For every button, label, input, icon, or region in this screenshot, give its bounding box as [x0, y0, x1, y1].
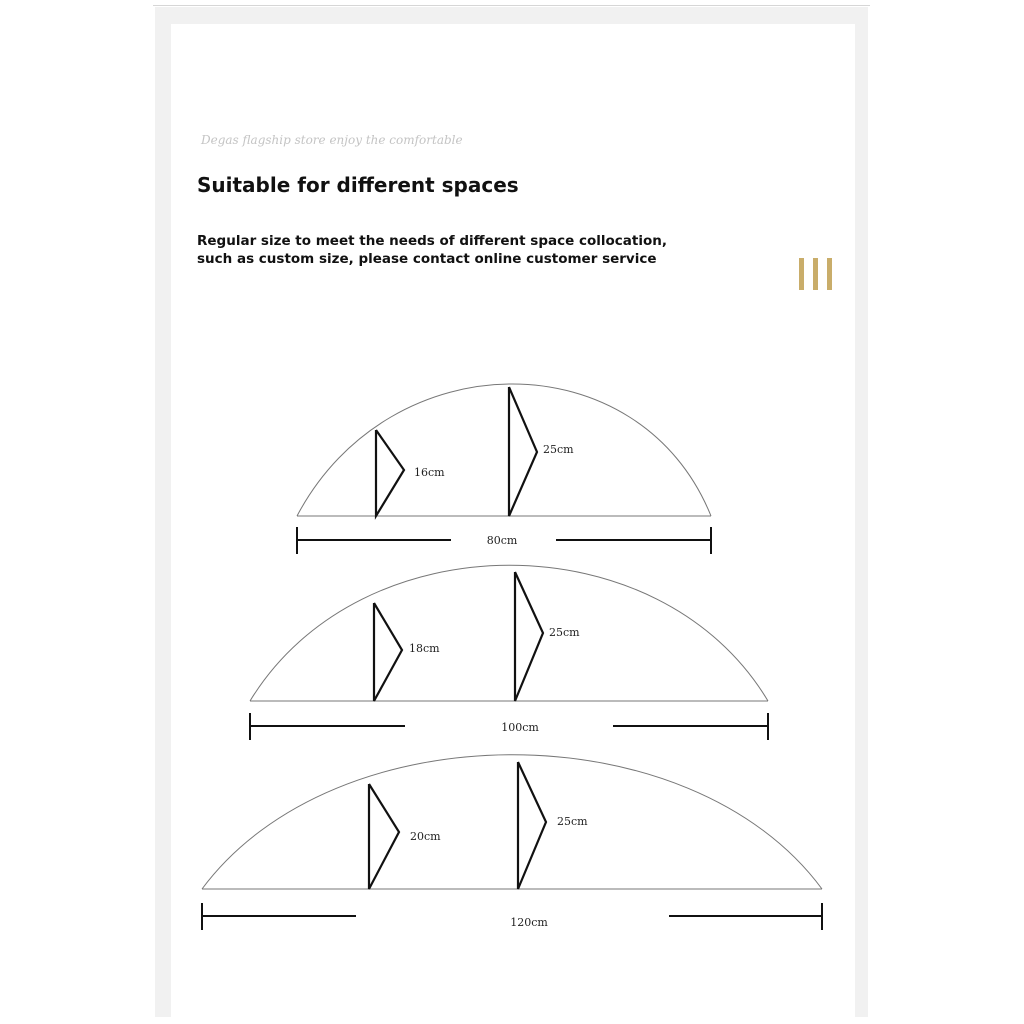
arc-outline: [297, 384, 711, 516]
center-depth-marker: [518, 762, 546, 889]
center-depth-marker: [509, 387, 537, 516]
diagram-100cm: [250, 565, 768, 740]
diagram-120cm: [202, 755, 822, 930]
small-depth-label: 20cm: [410, 830, 441, 843]
subtitle-line: Regular size to meet the needs of different space collocation,: [197, 233, 667, 249]
width-label: 120cm: [510, 916, 548, 929]
width-label: 100cm: [501, 721, 539, 734]
center-depth-marker: [515, 572, 543, 701]
small-depth-marker: [369, 784, 399, 889]
page-title: Suitable for different spaces: [197, 173, 519, 197]
center-depth-label: 25cm: [549, 626, 580, 639]
center-depth-label: 25cm: [543, 443, 574, 456]
subtitle-line: such as custom size, please contact online customer service: [197, 251, 657, 267]
arc-outline: [250, 565, 768, 701]
center-depth-label: 25cm: [557, 815, 588, 828]
small-depth-marker: [374, 603, 402, 701]
tagline: Degas flagship store enjoy the comfortable: [201, 133, 463, 147]
diagram-80cm: [297, 384, 711, 554]
small-depth-marker: [376, 430, 404, 516]
small-depth-label: 18cm: [409, 642, 440, 655]
arc-outline: [202, 755, 822, 889]
width-label: 80cm: [486, 534, 518, 547]
small-depth-label: 16cm: [414, 466, 445, 479]
